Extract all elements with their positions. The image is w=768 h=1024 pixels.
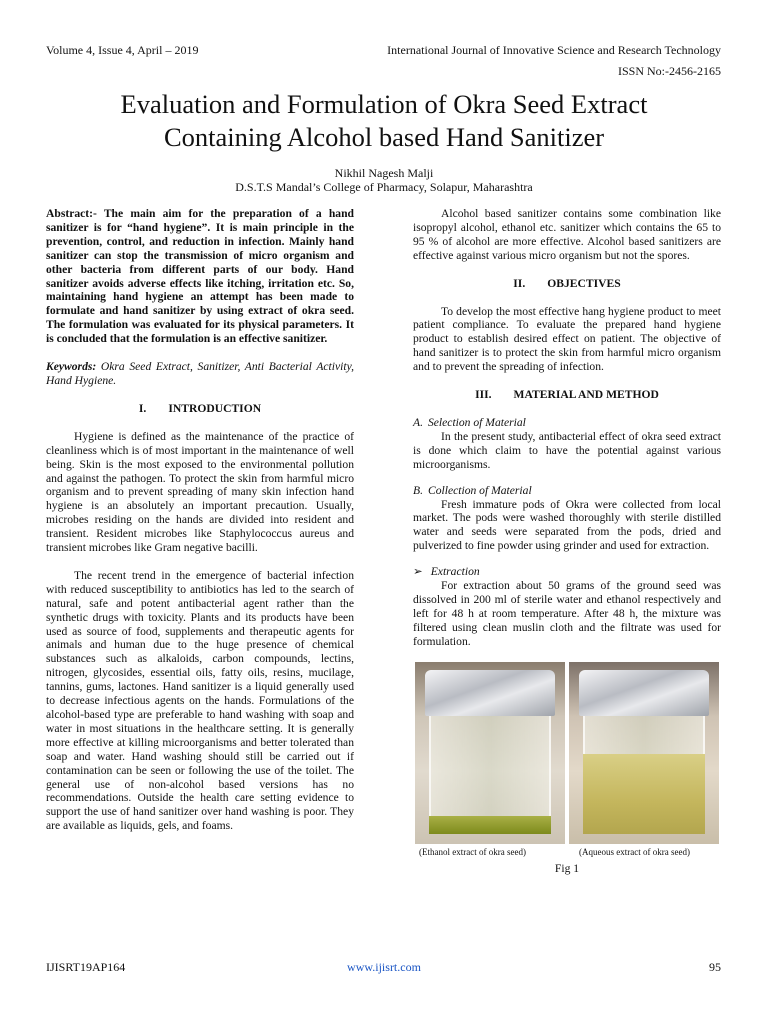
extraction-paragraph: For extraction about 50 grams of the ground seed was dissolved in 200 ml of sterile water and ethanol respectively and left for 48 h at room temperature. After 48 h, the mixture was filtered using clean muslin cloth and the filtrate was used for formulation. — [413, 579, 721, 648]
section-title: MATERIAL AND METHOD — [513, 388, 659, 402]
section-number: I. — [138, 401, 147, 415]
subsection-collection-of-material — [413, 484, 721, 498]
intro-paragraph-2: The recent trend in the emergence of bacterial infection with reduced susceptibility to antibiotics has led to the search of natural, safe and potent antibacterial agent rather than the synthetic drugs with toxicity. Plants and its products have been used as source of food, supplements and therapeutic agents for animals and human due to the huge presence of chemical substances such as alkaloids, carbon compounds, lectins, nitrogen, glycosides, essential oils, fatty oils, resins, mucilage, tannins, gums, lactones. Hand sanitizer is a liquid generally used to decrease infectious agents on the hands. Formulations of the alcohol-based type are preferable to hand washing with soap and water in most situations in the healthcare setting. It is generally more effective at killing microorganisms and better tolerated than soap and water. Hand washing should still be carried out if contamination can be seen or following the use of the toilet. The general use of non-alcohol based versions has no recommendations. Outside the health care setting evidence to support the use of hand sanitizer over hand washing is poor. They are available as liquids, gels, and foams. — [46, 568, 354, 833]
author-name: Nikhil Nagesh Malji — [334, 166, 434, 180]
left-column — [46, 207, 354, 833]
intro-paragraph-1: Hygiene is defined as the maintenance of the practice of cleanliness which is of most important in the maintenance of well being. Skin is the most exposed to the environmental pollution and against the pathogen. To protect the skin from harmful micro organism and to prevent spreading of many skin infection hand hygiene is an absolutely an important precaution. Usually, microbes residing on the hands are divided into resident and transient. Resident microbes like Staphylococcus aureus and transient microbes like Gram negative bacilli. — [46, 429, 354, 555]
aqueous-extract-beaker-photo — [569, 662, 719, 844]
figure-okra-extracts — [413, 662, 721, 858]
journal-name: International Journal of Innovative Science and Research Technology — [387, 43, 721, 57]
section-heading-material-method — [413, 388, 721, 402]
keywords-label: Keywords: — [46, 360, 97, 374]
figure-caption-aqueous: (Aqueous extract of okra seed) — [579, 846, 690, 857]
journal-website-link[interactable]: www.ijisrt.com — [347, 960, 421, 974]
issn: ISSN No:-2456-2165 — [617, 64, 721, 78]
page-number: 95 — [709, 960, 721, 974]
selection-paragraph: In the present study, antibacterial effect of okra seed extract is done which claim to have the potential against various microorganisms. — [413, 429, 721, 471]
paper-id: IJISRT19AP164 — [46, 960, 126, 974]
subsection-title: Selection of Material — [427, 415, 526, 429]
keywords-text: Okra Seed Extract, Sanitizer, Anti Bacterial Activity, Hand Hygiene. — [46, 360, 354, 387]
section-title: INTRODUCTION — [168, 401, 262, 415]
keywords — [46, 360, 354, 388]
subsection-title: Extraction — [430, 565, 480, 579]
section-heading-introduction — [46, 402, 354, 416]
figure-caption-ethanol: (Ethanol extract of okra seed) — [419, 846, 526, 857]
ethanol-extract-beaker-photo — [415, 662, 565, 844]
collection-paragraph: Fresh immature pods of Okra were collected from local market. The pods were washed thoroughly with sterile distilled water and seeds were separated from the pods, dried and pulverized to fine powder using grinder and used for extraction. — [413, 497, 721, 553]
right-column — [413, 207, 721, 875]
paper-title-line-2: Containing Alcohol based Hand Sanitizer — [163, 122, 605, 152]
arrow-bullet-icon: ➢ — [413, 565, 423, 579]
paper-title-line-1: Evaluation and Formulation of Okra Seed Extract — [120, 89, 648, 119]
journal-volume: Volume 4, Issue 4, April – 2019 — [46, 43, 199, 57]
section-title: OBJECTIVES — [547, 276, 621, 290]
figure-label: Fig 1 — [554, 861, 580, 875]
subsection-selection-of-material — [413, 416, 721, 430]
objectives-paragraph: To develop the most effective hang hygiene product to meet patient compliance. To evaluate the prepared hand hygiene product to establish desired effect on patient. The objective of hand sanitizer is to protect the skin from harmful micro organism and to prevent the spreading of infection. — [413, 304, 721, 374]
subsection-title: Collection of Material — [427, 483, 532, 497]
alcohol-sanitizer-paragraph: Alcohol based sanitizer contains some combination like isopropyl alcohol, ethanol etc. sanitizer which contains the 65 to 95 % of alcohol are more effective. Alcohol based sanitizers are effective against various micro organism but not the spores. — [413, 207, 721, 262]
paper-title — [40, 88, 728, 154]
author-affiliation: D.S.T.S Mandal’s College of Pharmacy, Solapur, Maharashtra — [235, 180, 533, 194]
subsection-label: B. — [413, 483, 423, 497]
section-heading-objectives — [413, 277, 721, 291]
abstract: Abstract:- The main aim for the preparation of a hand sanitizer is for “hand hygiene”. It is main principle in the prevention, control, and reduction in infection. Mainly hand sanitizer can stop the transmission of micro organism and other bacteria from different parts of our body. Hand sanitizer avoids adverse effects like itching, irritation etc. So, maintaining hand hygiene an attempt has been made to formulate and hand sanitizer by using extract of okra seed. The formulation was evaluated for its physical parameters. It is concluded that the formulation is an effective sanitizer. — [46, 207, 354, 346]
subsection-label: A. — [413, 415, 423, 429]
section-number: III. — [475, 388, 492, 402]
subsection-extraction — [413, 565, 721, 579]
section-number: II. — [513, 276, 526, 290]
